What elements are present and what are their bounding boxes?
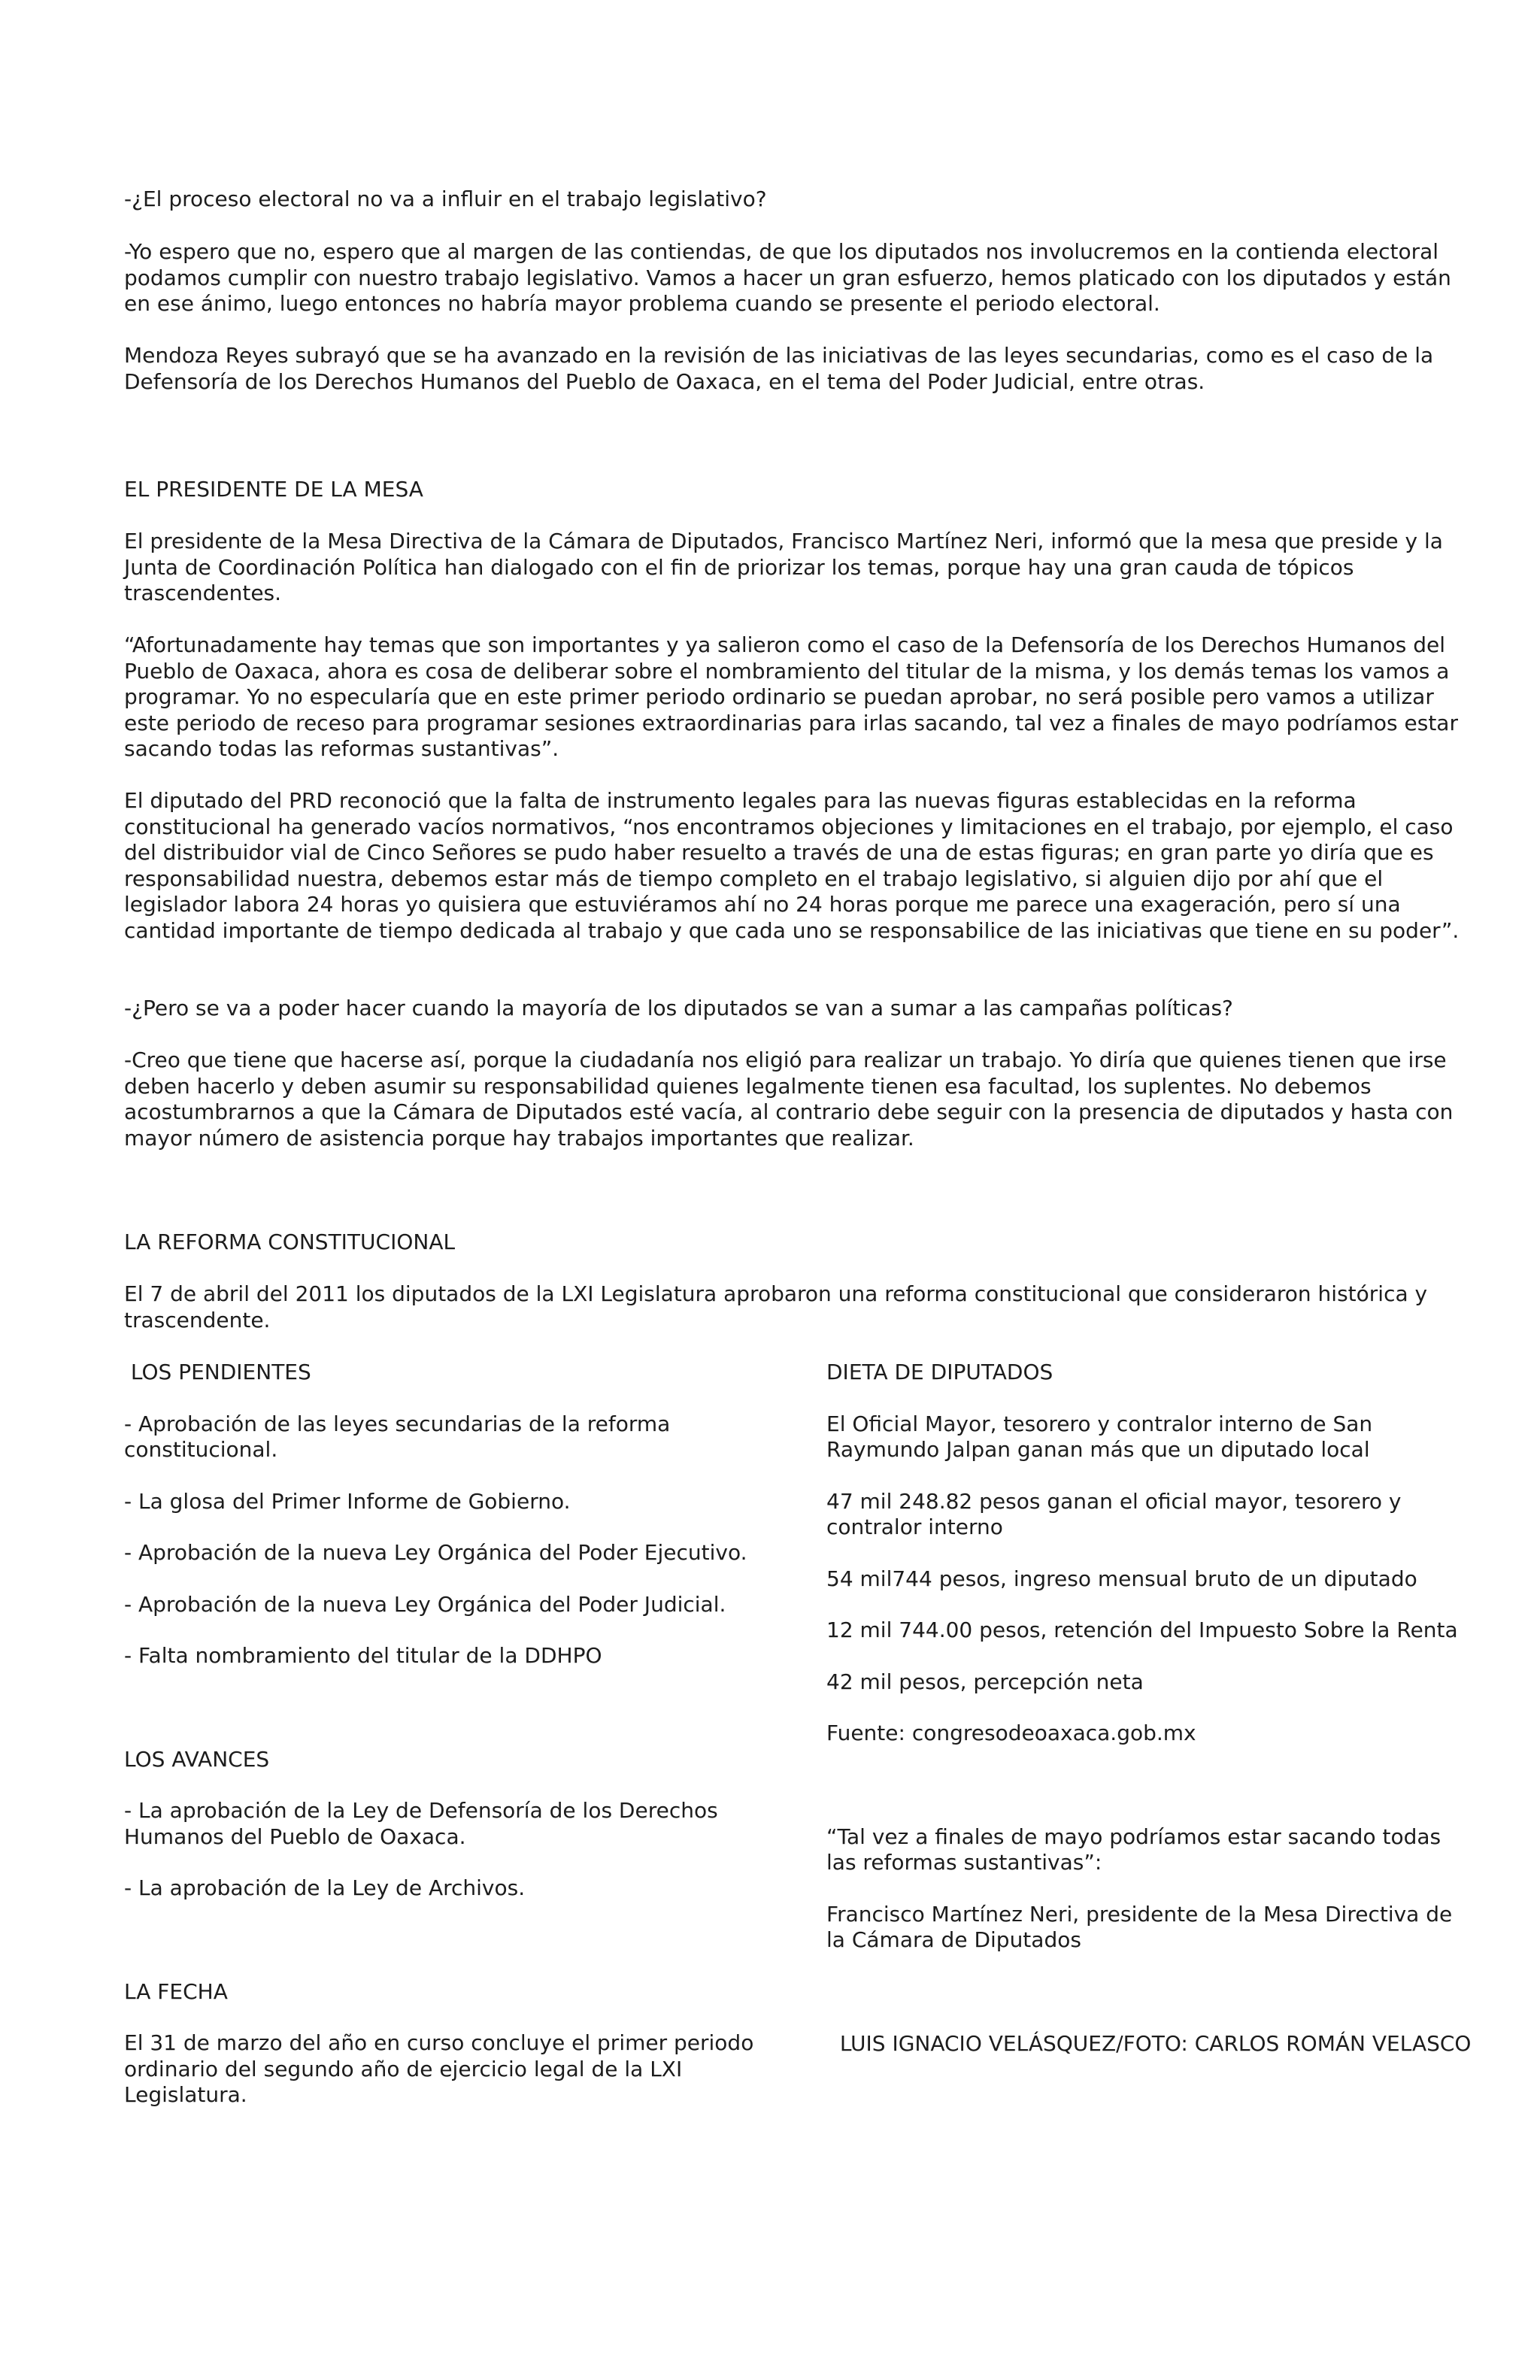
pull-quote: “Tal vez a finales de mayo podríamos estar sacando todas las reformas sustantivas”: — [826, 1824, 1441, 1875]
answer-2: -Creo que tiene que hacerse así, porque la ciudadanía nos eligió para realizar un trabajo. Yo diría que quienes tienen que irse deben hacerlo y deben asumir su responsabilidad quienes legalmente tienen esa facultad, los suplentes. No debemos acostumbrarnos a que la Cámara de Diputados esté vacía, al contrario debe seguir con la presencia de diputados y hasta con mayor número de asistencia porque hay trabajos importantes que realizar. — [124, 1048, 1454, 1151]
paragraph-prd: El diputado del PRD reconoció que la falta de instrumento legales para las nuevas figuras establecidas en la reforma constitucional ha generado vacíos normativos, “nos encontramos objeciones y limitaciones en el trabajo, por ejemplo, el caso del distribuidor vial de Cinco Señores se pudo haber resuelto a través de una de estas figuras; en gran parte yo diría que es responsabilidad nuestra, debemos estar más de tiempo completo en el trabajo legislativo, si alguien dijo por ahí que el legislador labora 24 horas yo quisiera que estuviéramos ahí no 24 horas porque me parece una exageración, pero sí una cantidad importante de tiempo dedicada al trabajo y que cada uno se responsabilice de las iniciativas que tiene en su poder”. — [124, 788, 1460, 943]
paragraph-fecha: El 31 de marzo del año en curso concluye el primer periodo ordinario del segundo año de ejercicio legal de la LXI Legislatura. — [124, 2030, 754, 2107]
heading-avances: LOS AVANCES — [124, 1746, 270, 1772]
paragraph-presidente-quote: “Afortunadamente hay temas que son importantes y ya salieron como el caso de la Defensoría de los Derechos Humanos del Pueblo de Oaxaca, ahora es cosa de deliberar sobre el nombramiento del titular de la misma, y los demás temas los vamos a programar. Yo no especularía que en este primer periodo ordinario se puedan aprobar, no será posible pero vamos a utilizar este periodo de receso para programar sesiones extraordinarias para irlas sacando, tal vez a finales de mayo podríamos estar sacando todas las reformas sustantivas”. — [124, 632, 1458, 761]
heading-presidente: EL PRESIDENTE DE LA MESA — [124, 477, 423, 502]
paragraph-mendoza: Mendoza Reyes subrayó que se ha avanzado en la revisión de las iniciativas de las leyes secundarias, como es el caso de la Defensoría de los Derechos Humanos del Pueblo de Oaxaca, en el tema del Poder Judicial, entre otras. — [124, 343, 1434, 394]
question-1: -¿El proceso electoral no va a influir en el trabajo legislativo? — [124, 186, 767, 211]
right-column — [826, 1360, 1473, 2057]
avance-item: - La aprobación de la Ley de Defensoría de los Derechos Humanos del Pueblo de Oaxaca. — [124, 1798, 718, 1849]
pendiente-item: - Aprobación de la nueva Ley Orgánica del Poder Ejecutivo. — [124, 1540, 747, 1565]
pendiente-item: - Falta nombramiento del titular de la DDHPO — [124, 1643, 602, 1668]
answer-1: -Yo espero que no, espero que al margen de las contiendas, de que los diputados nos involucremos en la contienda electoral podamos cumplir con nuestro trabajo legislativo. Vamos a hacer un gran esfuerzo, hemos platicado con los diputados y están en ese ánimo, luego entonces no habría mayor problema cuando se presente el periodo electoral. — [124, 239, 1451, 316]
heading-fecha: LA FECHA — [124, 1978, 228, 2004]
heading-reforma: LA REFORMA CONSTITUCIONAL — [124, 1229, 456, 1254]
dieta-source: Fuente: congresodeoaxaca.gob.mx — [826, 1721, 1196, 1745]
left-column — [124, 1360, 786, 2109]
pendiente-item: - Aprobación de las leyes secundarias de la reforma constitucional. — [124, 1411, 671, 1462]
dieta-item: 47 mil 248.82 pesos ganan el oficial mayor, tesorero y contralor interno — [826, 1488, 1402, 1539]
byline-credit: LUIS IGNACIO VELÁSQUEZ/FOTO: CARLOS ROMÁN VELASCO — [826, 2030, 1472, 2056]
dieta-item: 54 mil744 pesos, ingreso mensual bruto de un diputado — [826, 1566, 1417, 1591]
heading-pendientes: LOS PENDIENTES — [124, 1360, 311, 1384]
quote-attribution: Francisco Martínez Neri, presidente de la Mesa Directiva de la Cámara de Diputados — [826, 1901, 1453, 1952]
dieta-item: 42 mil pesos, percepción neta — [826, 1669, 1144, 1694]
dieta-item: El Oficial Mayor, tesorero y contralor interno de San Raymundo Jalpan ganan más que un diputado local — [826, 1411, 1373, 1462]
question-2: -¿Pero se va a poder hacer cuando la mayoría de los diputados se van a sumar a las campañas políticas? — [124, 996, 1233, 1020]
avance-item: - La aprobación de la Ley de Archivos. — [124, 1875, 526, 1900]
paragraph-presidente-1: El presidente de la Mesa Directiva de la Cámara de Diputados, Francisco Martínez Neri, informó que la mesa que preside y la Junta de Coordinación Política han dialogado con el fin de priorizar los temas, porque hay una gran cauda de tópicos trascendentes. — [124, 529, 1443, 605]
paragraph-reforma: El 7 de abril del 2011 los diputados de la LXI Legislatura aprobaron una reforma constitucional que consideraron histórica y trascendente. — [124, 1281, 1428, 1332]
pendiente-item: - Aprobación de la nueva Ley Orgánica del Poder Judicial. — [124, 1591, 726, 1617]
heading-dieta: DIETA DE DIPUTADOS — [826, 1360, 1053, 1384]
pendiente-item: - La glosa del Primer Informe de Gobierno. — [124, 1488, 571, 1514]
dieta-item: 12 mil 744.00 pesos, retención del Impuesto Sobre la Renta — [826, 1617, 1458, 1642]
